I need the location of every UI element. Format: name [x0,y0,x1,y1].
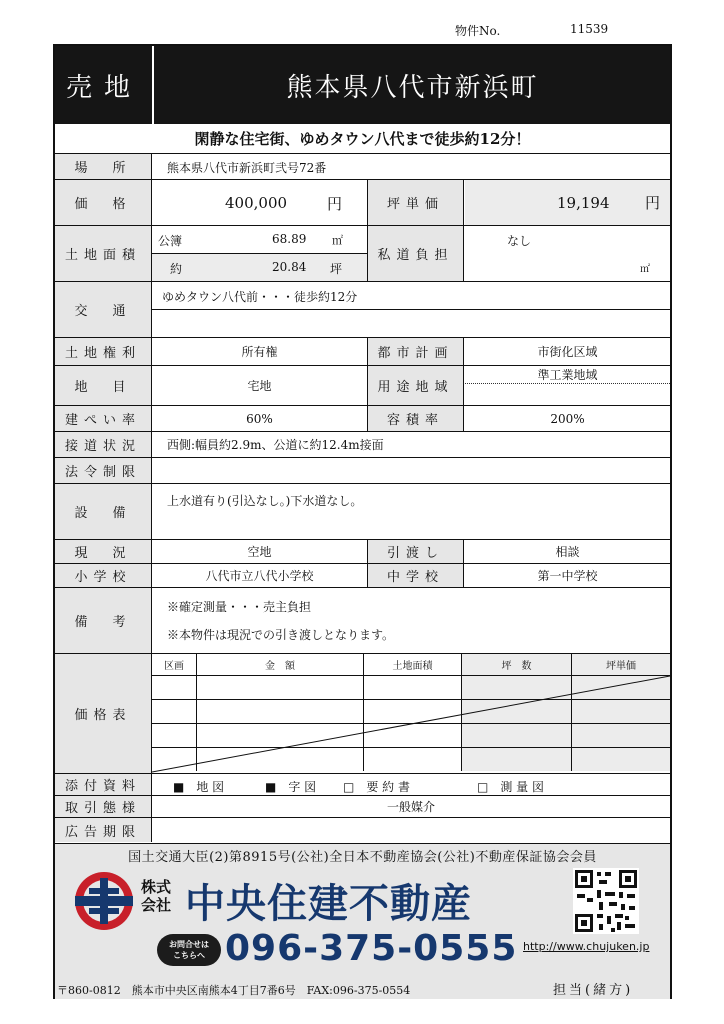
row-land-area [55,226,670,282]
value-current-state: 空地 [247,545,272,559]
label-junior-high: 中学校 [367,564,464,587]
header-bar [55,46,670,124]
col-amount: 金 額 [197,654,364,676]
kobo-value: 68.89 [272,232,307,246]
value-elementary: 八代市立八代小学校 [205,569,314,583]
price-table-strike [152,654,670,773]
price-table [152,654,670,773]
label-land-right: 土地権利 [55,338,152,365]
person-in-charge: 担当(緒方) [553,983,634,998]
col-land-area: 土地面積 [364,654,462,676]
label-coverage: 建ぺい率 [55,406,152,431]
label-ad-deadline: 広告期限 [55,818,152,842]
label-price-table: 価格表 [55,654,152,773]
company-prefix: 株式会社 [141,878,172,914]
value-tsubo-price: 19,194 [557,193,610,212]
row-ad-deadline [55,818,670,842]
value-transaction: 一般媒介 [386,800,435,814]
value-handover: 相談 [555,545,580,559]
label-transaction: 取引態様 [55,796,152,817]
property-number-label: 物件No. [455,24,501,38]
company-logo-icon [73,870,135,932]
contact-badge [157,934,221,966]
website-link[interactable]: http://www.chujuken.jp [523,940,650,953]
label-tsubo-price: 坪単価 [367,180,464,225]
attachment-survey: □ 測 量 図 [477,780,544,794]
price-unit: 円 [327,194,343,213]
value-road-access: 西側:幅員約2.9m、公道に約12.4m接面 [167,438,384,452]
company-name: 中央住建不動産 [185,881,472,927]
kobo-unit: ㎡ [332,234,343,247]
row-transaction [55,796,670,818]
label-legal-restriction: 法令制限 [55,458,152,483]
label-elementary: 小学校 [55,564,152,587]
contact-badge-line-2: こちらへ [173,951,205,960]
value-city-planning: 市街化区域 [537,345,598,359]
value-use-zone: 準工業地域 [465,366,670,384]
yaku-label: 約 [170,262,183,276]
row-facilities [55,484,670,540]
value-private-road: なし [507,234,532,248]
catch-copy: 閑静な住宅街、ゆめタウン八代まで徒歩約12分！ [55,124,670,154]
row-legal-restriction [55,458,670,484]
label-private-road: 私道負担 [367,226,464,281]
row-remarks [55,588,670,654]
yaku-area-cell [152,254,367,281]
qr-code-icon [573,868,639,934]
value-land-right: 所有権 [241,345,278,359]
property-number: 11539 [570,22,609,36]
value-floor-ratio: 200% [550,411,585,426]
row-land-category [55,366,670,406]
row-price-table [55,654,670,774]
label-road-access: 接道状況 [55,432,152,457]
label-land-category: 地 目 [55,366,152,405]
private-road-unit: ㎡ [640,264,650,275]
value-coverage: 60% [246,411,273,426]
attachment-summary: □ 要 約 書 [343,780,410,794]
header-divider [152,46,154,124]
value-transport: ゆめタウン八代前・・・徒歩約12分 [162,290,358,304]
label-current-state: 現 況 [55,540,152,563]
row-current-state [55,540,670,564]
label-use-zone: 用途地域 [367,366,464,405]
row-location [55,154,670,180]
value-price: 400,000 [225,194,288,212]
yaku-unit: 坪 [330,262,343,276]
row-schools [55,564,670,588]
col-tsubo-price: 坪単価 [572,654,670,676]
row-attachments [55,774,670,796]
property-sheet [53,44,672,999]
label-handover: 引渡し [367,540,464,563]
row-transport [55,282,670,338]
association-text: 国土交通大臣(2)第8915号(公社)全日本不動産協会(公社)不動産保証協会会員 [128,849,597,865]
listing-type: 売地 [65,72,142,103]
kobo-area-cell [152,226,367,254]
tsubo-price-cell [465,180,670,225]
company-footer [55,843,670,999]
phone-number[interactable]: 096-375-0555 [225,928,518,969]
transport-line-1 [152,282,670,310]
col-lot: 区画 [152,654,197,676]
label-land-area: 土地面積 [55,226,152,281]
strike-line [152,676,670,772]
value-location: 熊本県八代市新浜町弐号72番 [167,160,327,175]
value-facilities: 上水道有り(引込なし。)下水道なし。 [167,494,363,508]
tsubo-price-unit: 円 [645,194,661,212]
col-tsubo: 坪 数 [462,654,572,676]
label-floor-ratio: 容積率 [367,406,464,431]
label-price: 価 格 [55,180,152,225]
yaku-value: 20.84 [272,260,307,274]
remarks-line-2: ※本物件は現況での引き渡しとなります。 [167,628,395,642]
label-city-planning: 都市計画 [367,338,464,365]
listing-location: 熊本県八代市新浜町 [286,72,539,103]
attachment-aza-map: ■ 字 図 [265,780,317,794]
company-address: 〒860-0812 熊本市中央区南熊本4丁目7番6号 FAX:096-375-0554 [57,984,411,997]
contact-badge-line-1: お問合せは [169,940,209,949]
label-attachments: 添付資料 [55,774,152,795]
value-land-category: 宅地 [247,379,272,393]
label-remarks: 備 考 [55,588,152,653]
label-facilities: 設 備 [55,484,152,539]
row-road-access [55,432,670,458]
row-land-right [55,338,670,366]
label-transport: 交 通 [55,282,152,337]
value-junior-high: 第一中学校 [537,569,598,583]
remarks-line-1: ※確定測量・・・売主負担 [167,600,312,614]
attachment-map: ■ 地 図 [173,780,225,794]
row-coverage [55,406,670,432]
kobo-label: 公簿 [158,234,183,248]
row-price [55,180,670,226]
label-location: 場 所 [55,154,152,179]
